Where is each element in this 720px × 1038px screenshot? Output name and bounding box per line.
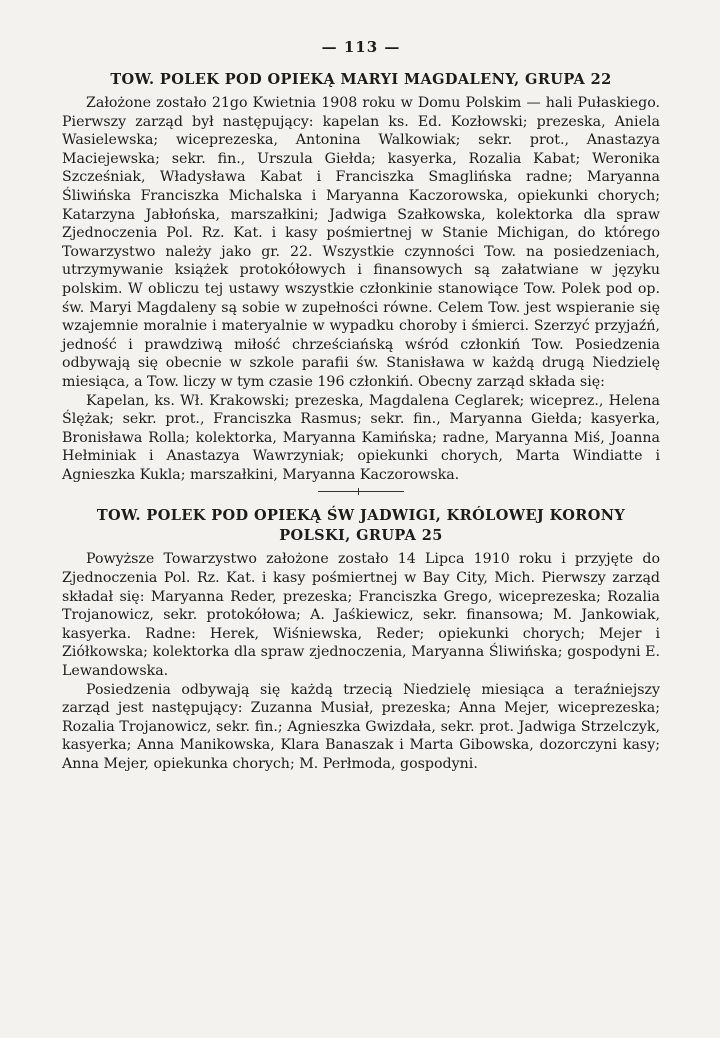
paragraph: Posiedzenia odbywają się każdą trzecią Niedzielę miesiąca a teraźniejszy zarząd jest następujący: Zuzanna Musiał, prezeska; Anna Mejer, wiceprezeska; Rozalia Trojanowicz, sekr. fin.; Agnieszka Gwizdała, sekr. prot. Jadwiga Strzelczyk, kasyerka; Anna Manikowska, Klara Banaszak i Marta Gibowska, dozorczyni kasy; Anna Mejer, opiekunka chorych; M. Perłmoda, gospodyni. — [62, 681, 660, 772]
section-group-22 — [62, 70, 660, 484]
section-title: TOW. POLEK POD OPIEKĄ ŚW JADWIGI, KRÓLOWEJ KORONY POLSKI, GRUPA 25 — [96, 507, 626, 545]
section-divider — [318, 491, 404, 492]
section-title: TOW. POLEK POD OPIEKĄ MARYI MAGDALENY, GRUPA 22 — [110, 71, 612, 88]
section-group-25 — [62, 506, 660, 773]
page-number: — 113 — — [321, 38, 401, 56]
paragraph: Powyższe Towarzystwo założone zostało 14 Lipca 1910 roku i przyjęte do Zjednoczenia Pol. Rz. Kat. i kasy pośmiertnej w Bay City, Mich. Pierwszy zarząd składał się: Maryanna Reder, prezeska; Franciszka Grego, wiceprezeska; Rozalia Trojanowicz, sekr. protokółowa; A. Jaśkiewicz, sekr. finansowa; M. Jankowiak, kasyerka. Radne: Herek, Wiśniewska, Reder; opiekunki chorych; Mejer i Ziółkowska; kolektorka dla spraw zjednoczenia, Maryanna Śliwińska; gospodyni E. Lewandowska. — [62, 551, 660, 680]
paragraph: Kapelan, ks. Wł. Krakowski; prezeska, Magdalena Ceglarek; wiceprez., Helena Ślężak; sekr. prot., Franciszka Rasmus; sekr. fin., Maryanna Giełda; kasyerka, Bronisława Rolla; kolektorka, Maryanna Kamińska; radne, Maryanna Miś, Joanna Hełminiak i Anastazya Wawrzyniak; opiekunki chorych, Marta Windiatte i Agnieszka Kukla; marszałkini, Maryanna Kaczorowska. — [62, 392, 660, 483]
paragraph: Założone zostało 21go Kwietnia 1908 roku w Domu Polskim — hali Pułaskiego. Pierwszy zarząd był następujący: kapelan ks. Ed. Kozłowski; prezeska, Aniela Wasielewska; wiceprezeska, Antonina Walkowiak; sekr. prot., Anastazya Maciejewska; sekr. fin., Urszula Giełda; kasyerka, Rozalia Kabat; Weronika Szcześniak, Władysława Kabat i Franciszka Smaglińska radne; Maryanna Śliwińska Franciszka Michalska i Maryanna Kaczorowska, opiekunki chorych; Katarzyna Jabłońska, marszałkini; Jadwiga Szałkowska, kolektorka dla spraw Zjednoczenia Pol. Rz. Kat. i kasy pośmiertnej w Stanie Michigan, do którego Towarzystwo należy jako gr. 22. Wszystkie czynności Tow. na posiedzeniach, utrzymywanie książek protokółowych i finansowych są załatwiane w języku polskim. W obliczu tej ustawy wszystkie członkinie stanowiące Tow. Polek pod op. św. Maryi Magdaleny są sobie w zupełności równe. Celem Tow. jest wspieranie się wzajemnie moralnie i materyalnie w wypadku choroby i śmierci. Szerzyć przyjaźń, jedność i prawdziwą miłość chrześciańską wśród członkiń Tow. Posiedzenia odbywają się obecnie w szkole parafii św. Stanisława w każdą drugą Niedzielę miesiąca, a Tow. liczy w tym czasie 196 członkiń. Obecny zarząd składa się: — [62, 95, 660, 390]
